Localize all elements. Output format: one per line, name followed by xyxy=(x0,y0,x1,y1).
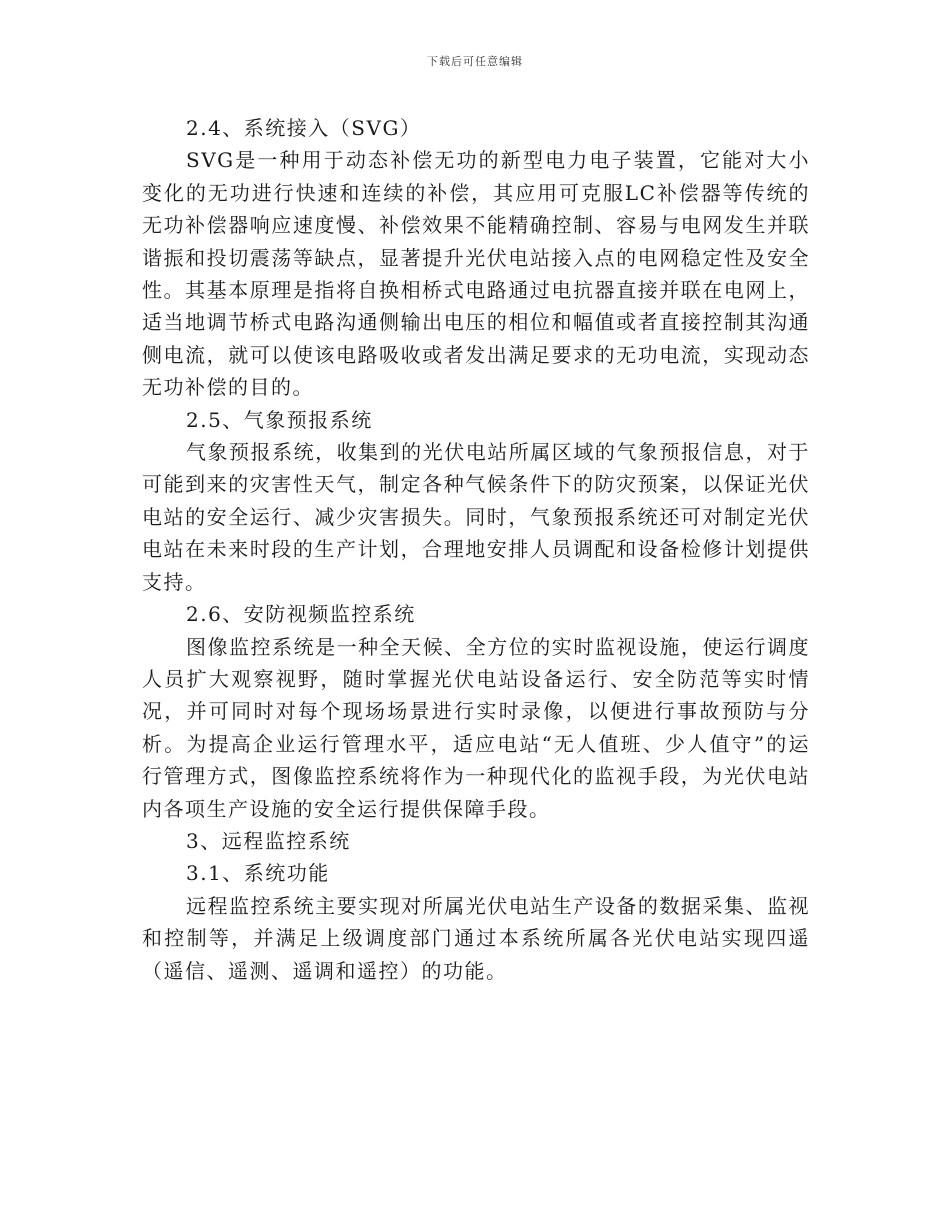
section-heading-3-1: 3.1、系统功能 xyxy=(186,861,330,886)
section-paragraph-2-4: SVG是一种用于动态补偿无功的新型电力电子装置，它能对大小变化的无功进行快速和连续的补偿，其应用可克服LC补偿器等传统的无功补偿器响应速度慢、补偿效果不能精确控制、容易与电网发生并联谐振和投切震荡等缺点，显著提升光伏电站接入点的电网稳定性及安全性。其基本原理是指将自换相桥式电路通过电抗器直接并联在电网上，适当地调节桥式电路沟通侧输出电压的相位和幅值或者直接控制其沟通侧电流，就可以使该电路吸收或者发出满足要求的无功电流，实现动态无功补偿的目的。 xyxy=(142,148,810,400)
section-heading-2-5: 2.5、气象预报系统 xyxy=(186,407,373,432)
section-heading-3: 3、远程监控系统 xyxy=(186,828,351,853)
section-heading-2-6: 2.6、安防视频监控系统 xyxy=(186,602,416,627)
section-heading-2-4: 2.4、系统接入（SVG） xyxy=(186,116,422,140)
page-header-note: 下载后可任意编辑 xyxy=(427,55,523,68)
document-body xyxy=(142,112,810,987)
section-paragraph-2-6: 图像监控系统是一种全天候、全方位的实时监视设施，使运行调度人员扩大观察视野，随时掌握光伏电站设备运行、安全防范等实时情况，并可同时对每个现场场景进行实时录像，以便进行事故预防与分析。为提高企业运行管理水平，适应电站“无人值班、少人值守”的运行管理方式，图像监控系统将作为一种现代化的监视手段，为光伏电站内各项生产设施的安全运行提供保障手段。 xyxy=(142,634,810,821)
section-paragraph-2-5: 气象预报系统，收集到的光伏电站所属区域的气象预报信息，对于可能到来的灾害性天气，制定各种气候条件下的防灾预案，以保证光伏电站的安全运行、减少灾害损失。同时，气象预报系统还可对制定光伏电站在未来时段的生产计划，合理地安排人员调配和设备检修计划提供支持。 xyxy=(142,440,810,594)
section-paragraph-3-1: 远程监控系统主要实现对所属光伏电站生产设备的数据采集、监视和控制等，并满足上级调度部门通过本系统所属各光伏电站实现四遥（遥信、遥测、遥调和遥控）的功能。 xyxy=(142,893,810,983)
